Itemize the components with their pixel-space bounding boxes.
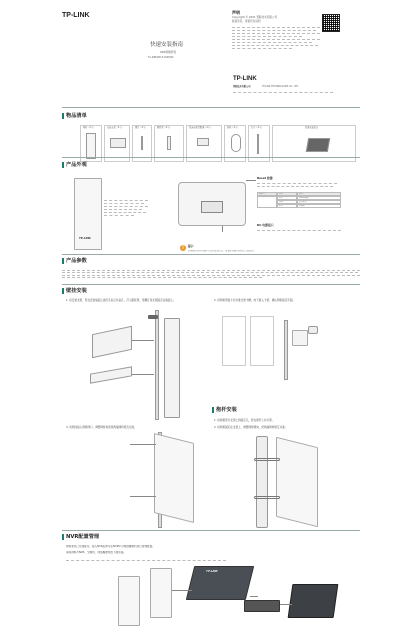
divider-nvr	[62, 530, 360, 531]
cable-icon	[130, 496, 156, 497]
bridge-device-b-image	[150, 568, 172, 618]
section-wall-title: 壁挂安装	[66, 288, 87, 294]
bridge-mounting-image	[292, 330, 308, 346]
bracket-image	[164, 318, 180, 418]
bracket-mounted-image	[284, 320, 288, 380]
table-cell: 正在配对	[297, 200, 341, 204]
guide-booklet-icon	[306, 138, 330, 152]
reset-title: Reset 按键	[257, 176, 273, 180]
wall-surface	[155, 310, 159, 420]
network-cable	[250, 596, 258, 597]
section-bar-package	[62, 113, 64, 119]
package-item-label: 螺钉（4个）	[135, 126, 148, 129]
divider-top	[62, 107, 360, 108]
nvr-desc-line	[66, 560, 226, 561]
bridge-mounted-image	[154, 433, 194, 523]
package-item-label: 扎带（4个）	[251, 126, 264, 129]
switch-logo: TP-LINK	[205, 569, 219, 573]
bracket-detail-image	[92, 326, 132, 359]
divider-specs	[62, 254, 360, 255]
section-pole-title: 抱杆安装	[216, 407, 237, 413]
hoop-clamp-icon	[254, 496, 280, 499]
network-cable	[280, 604, 292, 605]
notice-text: 请根据实际环境选择合适的安装方式，安装前请确认网桥已完成配对。	[188, 250, 256, 252]
pole-image	[256, 436, 268, 528]
pole-step-1: 1. 将抱箍穿过支架上的固定孔，套在抱杆上并拧紧。	[214, 419, 275, 422]
reset-desc	[257, 183, 337, 184]
specs-text	[62, 268, 360, 280]
section-bar-nvr	[62, 534, 64, 540]
section-appearance-title: 产品外观	[66, 162, 87, 168]
address-line	[233, 92, 333, 93]
statement-body	[232, 25, 320, 51]
brand-logo-top: TP-LINK	[62, 12, 90, 19]
section-bar-specs	[62, 258, 64, 264]
section-package-title: 物品清单	[66, 113, 87, 119]
section-nvr-title: NVR配置管理	[66, 534, 100, 540]
leader-line	[132, 340, 154, 341]
package-item-label: 膨胀管（4个）	[157, 126, 172, 129]
pole-step-2: 2. 将网桥固定在支架上，调整网桥朝向，使两端网桥相互对准。	[214, 426, 288, 429]
anchor-icon	[167, 136, 171, 150]
hoop-clamp-icon	[231, 134, 241, 152]
section-bar-pole	[212, 407, 214, 413]
nvr-step-1: 网桥套包已完成配对，接入NVR后即可在NVR中对网络摄像机进行管理配置。	[66, 545, 155, 548]
nvr-step-2: 请将网桥与NVR、交换机、网络摄像机按下图连接。	[66, 551, 126, 554]
callout-line-reset	[246, 180, 256, 181]
company-en: TP-LINK TECHNOLOGIES CO., LTD.	[262, 85, 299, 88]
wall-step-3: 3. 将网线接入网桥网口，调整网桥角度使两端网桥相互对准。	[66, 426, 137, 429]
bridge-bottom-image	[178, 182, 246, 226]
switch-image	[186, 566, 254, 600]
table-cell	[257, 196, 277, 208]
cable-tie-icon	[257, 134, 259, 154]
divider-appearance	[62, 157, 360, 158]
wall-step-2-inset-a	[222, 316, 246, 366]
table-cell: 未连接	[297, 204, 341, 208]
dc-desc	[257, 230, 341, 231]
table-cell: 无线已连通	[297, 196, 341, 200]
cover-model: TL-SPK2017-PoE/DC	[148, 56, 174, 59]
drill-icon	[148, 315, 158, 319]
wall-step-2: 2. 将网桥背面卡扣对准支架卡槽，向下推入卡紧，确认网桥固定牢固。	[214, 299, 296, 302]
table-cell: 熄灭	[277, 204, 297, 208]
hoop-clamp-icon	[254, 458, 280, 461]
section-specs-title: 产品参数	[66, 258, 87, 264]
bridge-front-image	[74, 178, 102, 250]
appearance-front-notes	[104, 198, 150, 218]
device-logo: TP-LINK	[79, 236, 91, 240]
leader-line	[132, 374, 154, 375]
notice-heading: 提示：	[188, 245, 196, 248]
hand-icon	[308, 326, 318, 334]
dc-title: DC 电源接口	[257, 223, 274, 227]
statement-copyright: Copyright © 2021 普联技术有限公司	[232, 16, 278, 19]
section-bar-appearance	[62, 162, 64, 168]
warning-icon: !	[180, 245, 186, 251]
package-item-label: 网桥（2个）	[83, 126, 96, 129]
table-header: 状态	[277, 192, 297, 196]
table-cell: 闪烁	[277, 200, 297, 204]
callout-line-dc	[222, 226, 223, 232]
bridge-on-pole-image	[276, 437, 318, 527]
network-cable	[172, 590, 192, 591]
cover-title: 快速安装指南	[150, 42, 184, 48]
bridge-icon	[86, 133, 96, 159]
monitor-image	[288, 584, 339, 618]
bracket-icon	[110, 138, 126, 148]
reset-desc	[257, 186, 333, 187]
statement-heading: 声明	[232, 10, 240, 15]
wall-step-1: 1. 将安装支架、垫在安装墙面上做打孔标记并钻孔，打入膨胀管，用螺钉将支架固定在墙面上。	[66, 299, 176, 302]
bridge-device-a-image	[118, 576, 140, 626]
table-header: 含义	[297, 192, 341, 196]
brand-logo-right: TP-LINK	[233, 76, 257, 82]
screw-detail-image	[90, 366, 132, 383]
statement-rights: 版权所有，保留所有权利	[232, 20, 261, 23]
power-adapter-icon	[197, 138, 209, 146]
table-header: 指示灯	[257, 192, 277, 196]
screw-icon	[141, 136, 143, 150]
section-bar-wall	[62, 288, 64, 294]
package-item-label: 抱箍（4个）	[227, 126, 240, 129]
qr-code-icon	[322, 14, 340, 32]
wall-step-2-inset-b	[250, 316, 274, 366]
table-cell: 常亮	[277, 196, 297, 200]
package-item-label: 快速安装指南	[305, 126, 319, 129]
divider-wall	[62, 284, 360, 285]
nvr-box-image	[244, 600, 280, 612]
package-item-label: 安装支架（2个）	[107, 126, 124, 129]
company-cn: 普联技术有限公司	[233, 85, 251, 88]
cover-subtitle: 20W网桥套包	[160, 51, 177, 54]
cable-icon	[130, 444, 156, 445]
package-item-label: 直流电源适配器（2个）	[189, 126, 213, 129]
port-cover	[201, 201, 223, 213]
